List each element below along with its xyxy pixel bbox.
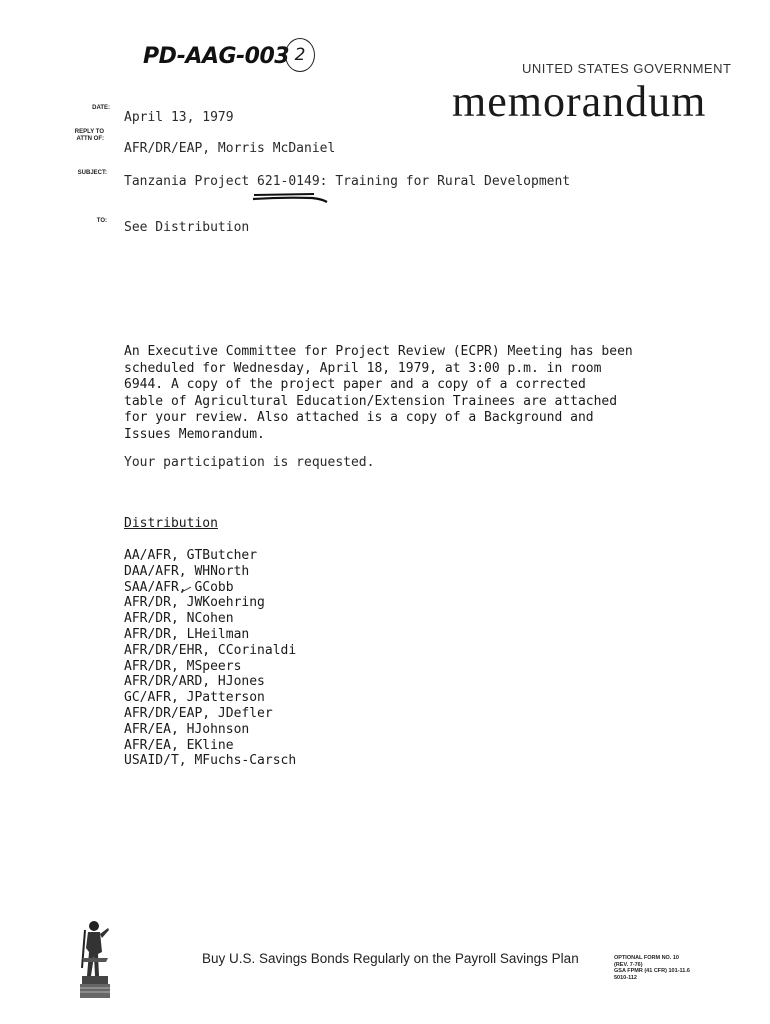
distribution-entry: AFR/EA, HJohnson xyxy=(124,721,250,737)
handwritten-circled-number: 2 xyxy=(285,38,315,72)
savings-bonds-slogan: Buy U.S. Savings Bonds Regularly on the Payroll Savings Plan xyxy=(202,951,579,966)
distribution-entry: GC/AFR, JPatterson xyxy=(124,690,265,706)
body-line: An Executive Committee for Project Review (ECPR) Meeting has been xyxy=(124,344,633,359)
subject-label: SUBJECT: xyxy=(77,170,107,176)
minuteman-statue-icon xyxy=(78,918,116,1000)
handwritten-check-mark xyxy=(180,586,192,594)
distribution-entry: DAA/AFR, WHNorth xyxy=(124,563,250,579)
body-line: scheduled for Wednesday, April 18, 1979, at 3:00 p.m. in room xyxy=(124,360,602,376)
distribution-entry: AFR/DR/EAP, JDefler xyxy=(124,705,273,721)
reply-to-label xyxy=(44,129,104,143)
distribution-entry: AFR/DR/ARD, HJones xyxy=(124,674,265,690)
form-note-line: GSA FPMR (41 CFR) 101-11.6 xyxy=(614,968,690,974)
distribution-entry: AFR/DR, MSpeers xyxy=(124,658,242,674)
memorandum-title: memorandum xyxy=(452,77,707,126)
distribution-heading: Distribution xyxy=(124,516,218,531)
distribution-entry: SAA/AFR, GCobb xyxy=(124,579,234,595)
government-label: UNITED STATES GOVERNMENT xyxy=(522,61,732,76)
distribution-entry: AFR/EA, EKline xyxy=(124,737,234,753)
handwritten-document-id: PD-AAG-003 xyxy=(143,44,290,69)
optional-form-note xyxy=(614,955,690,981)
body-line: table of Agricultural Education/Extension Trainees are attached xyxy=(124,393,618,409)
body-line: for your review. Also attached is a copy of a Background and xyxy=(124,410,594,425)
body-paragraph xyxy=(124,344,644,443)
distribution-entry: AFR/DR, JWKoehring xyxy=(124,595,265,611)
form-note-line: OPTIONAL FORM NO. 10 xyxy=(614,955,679,961)
distribution-entry: AFR/DR, NCohen xyxy=(124,611,234,627)
form-note-line: 5010-112 xyxy=(614,974,637,981)
to-value: See Distribution xyxy=(124,220,250,235)
form-note-line: (REV. 7-76) xyxy=(614,961,643,968)
project-number-underline-mark xyxy=(252,192,328,206)
reply-to-label-line-2: ATTN OF: xyxy=(76,136,104,142)
distribution-entry: AFR/DR/EHR, CCorinaldi xyxy=(124,642,297,658)
body-line: 6944. A copy of the project paper and a copy of a corrected xyxy=(124,377,586,392)
closing-line: Your participation is requested. xyxy=(124,455,375,470)
date-label: DATE: xyxy=(92,105,110,111)
distribution-entry: AFR/DR, LHeilman xyxy=(124,626,250,642)
to-label: TO: xyxy=(96,218,107,224)
reply-to-value: AFR/DR/EAP, Morris McDaniel xyxy=(124,141,336,156)
date-value: April 13, 1979 xyxy=(124,110,234,125)
body-line: Issues Memorandum. xyxy=(124,426,265,442)
distribution-list xyxy=(124,548,296,769)
distribution-entry: USAID/T, MFuchs-Carsch xyxy=(124,753,297,769)
subject-value: Tanzania Project 621-0149: Training for Rural Development xyxy=(124,174,571,189)
distribution-entry: AA/AFR, GTButcher xyxy=(124,548,258,563)
reply-to-label-line-1: REPLY TO xyxy=(74,129,104,135)
